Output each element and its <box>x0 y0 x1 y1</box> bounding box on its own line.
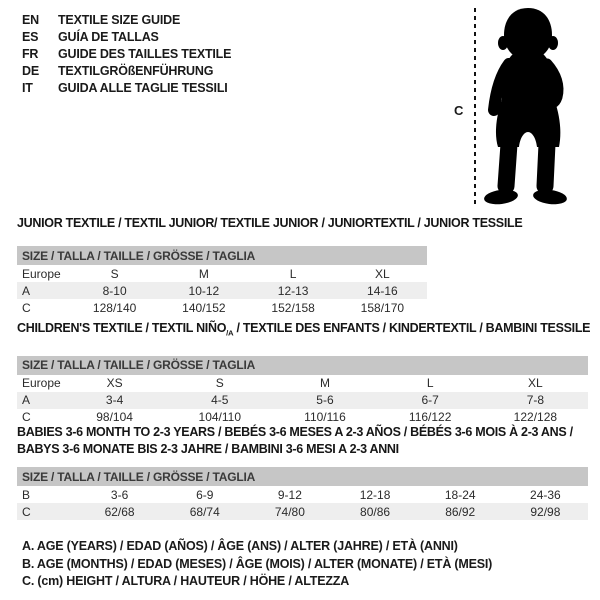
table-cell: 80/86 <box>332 503 417 520</box>
table-cell: 116/122 <box>408 410 452 424</box>
table-cell: 122/128 <box>513 410 558 424</box>
language-code: FR <box>22 47 39 61</box>
table-cell: 128/140 <box>92 300 137 315</box>
table-cell: 6-7 <box>378 392 483 409</box>
region-label: Europe <box>22 266 61 281</box>
title-suffix: / TEXTILE DES ENFANTS / KINDERTEXTIL / BAMBINI TESSILE <box>233 321 591 335</box>
age-row <box>17 392 588 409</box>
table-cell: 86/92 <box>418 503 503 520</box>
size-column: S <box>215 376 224 390</box>
height-row <box>17 299 427 316</box>
columns-row <box>17 375 588 392</box>
junior-size-table <box>17 246 427 316</box>
language-title: GUIDA ALLE TAGLIE TESSILI <box>58 81 228 95</box>
children-size-table <box>17 356 588 426</box>
size-header-cell: SIZE / TALLA / TAILLE / GRÖSSE / TAGLIA <box>17 246 427 265</box>
table-cell: 9-12 <box>277 487 302 502</box>
language-title: TEXTILE SIZE GUIDE <box>58 13 181 27</box>
babies-table-title <box>17 424 588 458</box>
age-months-row <box>17 486 588 503</box>
table-cell: 92/98 <box>503 503 588 520</box>
row-label: A <box>17 282 70 299</box>
title-subscript: /A <box>226 328 234 338</box>
language-title-list <box>22 12 231 97</box>
size-column: XL <box>375 266 390 281</box>
size-column: L <box>426 376 434 390</box>
table-cell: 3-4 <box>62 392 167 409</box>
row-label: B <box>22 487 31 502</box>
size-header-row <box>17 356 588 375</box>
row-label: C <box>22 300 31 315</box>
language-row-fr <box>22 46 231 63</box>
language-title: GUIDE DES TAILLES TEXTILE <box>58 47 232 61</box>
size-column: S <box>110 266 119 281</box>
table-cell: 152/158 <box>271 300 315 315</box>
table-cell: 110/116 <box>304 410 346 424</box>
table-cell: 74/80 <box>247 503 332 520</box>
babies-textile-section <box>17 424 588 520</box>
table-cell: 12-18 <box>359 487 391 502</box>
babies-title-line2: BABYS 3-6 MONATE BIS 2-3 JAHRE / BAMBINI 3-6 MESI A 2-3 ANNI <box>17 442 399 456</box>
children-table-title <box>17 320 591 342</box>
legend-footnotes <box>22 538 492 591</box>
size-header-cell: SIZE / TALLA / TAILLE / GRÖSSE / TAGLIA <box>17 467 588 486</box>
language-code: EN <box>22 13 39 27</box>
table-cell: 14-16 <box>338 282 427 299</box>
footnote-a: A. AGE (YEARS) / EDAD (AÑOS) / ÂGE (ANS) / ALTER (JAHRE) / ETÀ (ANNI) <box>22 539 458 553</box>
footnote-c: C. (cm) HEIGHT / ALTURA / HAUTEUR / HÖHE / ALTEZZA <box>22 574 350 588</box>
size-header-cell: SIZE / TALLA / TAILLE / GRÖSSE / TAGLIA <box>17 356 588 375</box>
size-header-row <box>17 246 427 265</box>
language-row-en <box>22 12 231 29</box>
junior-table-title: JUNIOR TEXTILE / TEXTIL JUNIOR/ TEXTILE JUNIOR / JUNIORTEXTIL / JUNIOR TESSILE <box>17 216 523 230</box>
row-label: C <box>17 503 77 520</box>
table-cell: 4-5 <box>167 392 272 409</box>
height-measure-dashed-line <box>474 8 476 206</box>
language-row-es <box>22 29 231 46</box>
babies-size-table <box>17 467 588 520</box>
language-title: GUÍA DE TALLAS <box>58 30 159 44</box>
table-cell: 104/110 <box>198 410 242 424</box>
table-cell: 5-6 <box>272 392 377 409</box>
size-column: XL <box>528 376 543 390</box>
babies-title-line1: BABIES 3-6 MONTH TO 2-3 YEARS / BEBÉS 3-6 MESES A 2-3 AÑOS / BÉBÉS 3-6 MOIS À 2-3 ANS / <box>17 425 573 439</box>
columns-row <box>17 265 427 282</box>
footnote-b: B. AGE (MONTHS) / EDAD (MESES) / ÂGE (MOIS) / ALTER (MONATE) / ETÀ (MESI) <box>22 556 493 571</box>
baby-silhouette-icon <box>482 4 574 209</box>
size-column: XS <box>106 376 123 390</box>
language-title: TEXTILGRÖßENFÜHRUNG <box>58 64 214 78</box>
language-code: IT <box>22 81 33 95</box>
size-column: M <box>319 376 330 390</box>
table-cell: 24-36 <box>530 487 561 502</box>
age-row <box>17 282 427 299</box>
table-cell: 140/152 <box>182 300 226 315</box>
table-cell: 158/170 <box>360 300 405 315</box>
table-cell: 6-9 <box>196 487 214 502</box>
table-cell: 12-13 <box>249 282 338 299</box>
junior-textile-section <box>17 215 523 316</box>
size-column: M <box>198 266 209 281</box>
table-cell: 18-24 <box>444 487 476 502</box>
language-code: DE <box>22 64 39 78</box>
language-row-it <box>22 80 231 97</box>
table-cell: 8-10 <box>70 282 159 299</box>
region-label: Europe <box>22 376 61 390</box>
table-cell: 7-8 <box>483 392 588 409</box>
height-measure-label: C <box>454 103 464 118</box>
table-cell: 10-12 <box>159 282 248 299</box>
height-row <box>17 503 588 520</box>
table-cell: 62/68 <box>77 503 162 520</box>
height-row <box>17 409 588 426</box>
size-column: L <box>289 266 297 281</box>
language-row-de <box>22 63 231 80</box>
language-code: ES <box>22 30 39 44</box>
children-textile-section <box>17 320 591 426</box>
row-label: C <box>22 410 31 424</box>
table-cell: 68/74 <box>162 503 247 520</box>
size-header-row <box>17 467 588 486</box>
table-cell: 3-6 <box>110 487 129 502</box>
title-prefix: CHILDREN'S TEXTILE / TEXTIL NIÑO <box>17 321 227 335</box>
row-label: A <box>17 392 62 409</box>
table-cell: 98/104 <box>96 410 133 424</box>
